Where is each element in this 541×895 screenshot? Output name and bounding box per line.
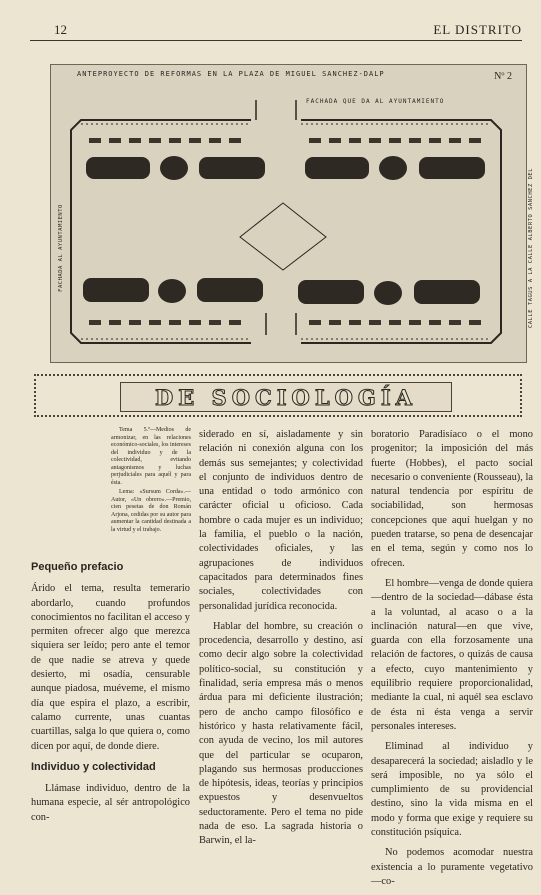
publication-name: EL DISTRITO <box>433 22 522 37</box>
motto-theme: Tema 5.º—Medios de armonizar, en las relaciones económico-sociales, los intereses del individuo y de la colectividad, evitando antagonismos y luchas perjudiciales para aquél y para ésta. <box>111 427 191 486</box>
plan-title: ANTEPROYECTO DE REFORMAS EN LA PLAZA DE MIGUEL SANCHEZ-DALP <box>77 70 385 78</box>
paragraph: siderado en sí, aisladamente y sin relación ni conexión alguna con los demás sus semejantes; y colectividad el conjunto de individuos dentro de una entidad o todo armónico con carácter oficial u oficioso. Cada hombre o cada mujer es un individuo; la familia, el pueblo o la nación, colectividades oficiales, y las agrupaciones de individuos capacitados para determinados fines sociales, colectividades con personalidad jurídica reconocida. <box>199 429 363 612</box>
section-title: DE SOCIOLOGÍA <box>155 385 417 410</box>
page-number: 12 <box>54 22 67 37</box>
heading-individuo: Individuo y colectividad <box>31 760 156 773</box>
plan-east-label: CALLE TAGUS A LA CALLE ALBERTO SANCHEZ DEL <box>528 167 535 329</box>
section-banner <box>34 374 522 417</box>
column-1 <box>31 560 190 831</box>
paragraph: Hablar del hombre, su creación o procedencia, desarrollo y destino, así como decir algo sobre la colectividad político-social, su constitución y finalidad, sería empresa más o menos árdua para mi deficiente ilustración; pero de ancho campo filosófico e histórico y hasta relativamente fácil, con ayuda de vecino, los mil autores que del particular se ocuparon, plagando sus hermosas producciones de hipótesis, ideas, teorías y principios expuestos y desenvueltos seductoramente. Pero el tema no pide nada de eso. La sagrada historia o Barwin, el la- <box>199 620 363 847</box>
paragraph: Eliminad al individuo y desaparecerá la sociedad; aisladlo y le será imposible, no ya sólo el cumplimiento de su providencial destino, sino la vida misma en el modo y forma que exige y requiere su constitución psíquica. <box>371 741 533 839</box>
plan-number: Nº 2 <box>494 71 512 82</box>
paragraph: El hombre—venga de donde quiera—dentro de la sociedad—dábase ésta a la voluntad, al acaso o a la inclinación natural—en que vive, guarda con ella forzosamente una relación de factores, o quizás de causa a efecto, cuyo mantenimiento y equilibrio requiere proporcionalidad, mediante la cual, ni aquél sea esclavo de ésta ni ésta venga a servir personales intereses. <box>371 577 533 732</box>
paragraph: No podemos acomodar nuestra existencia a lo puramente vegetativo—co- <box>371 847 533 887</box>
heading-prefacio: Pequeño prefacio <box>31 561 124 573</box>
plan-north-label: FACHADA QUE DA AL AYUNTAMIENTO <box>306 98 445 105</box>
paragraph: boratorio Paradisíaco o el mono progenitor; la imposición del más fuerte (Hobbes), el pacto social necesario o conveniente (Rousseau), la natural tendencia por espíritu de sociabilidad, son hermosas concepciones que aquí huelgan y no pueden tratarse, so pena de desencajar en el tema, según y como nos lo ofrecen. <box>371 429 533 569</box>
column-2 <box>199 428 363 855</box>
paragraph: Árido el tema, resulta temerario abordarlo, cuando profundos conocimientos no facilitan el acceso y permiten ofrecer algo que merezca siquiera ser leído; pero ante el temor de que nadie se atreva y quede desierto, mi osadía, censurable aunque piadosa, muéveme, el mismo día que espira el plazo, a escribir, calamo currente, unas cuantas cuartillas, salga lo que quiera o, como dicen por aquí, de donde diere. <box>31 583 190 752</box>
motto-prize: Lema: «Sursum Corda».—Autor, «Un obrero».—Premio, cien pesetas de don Román Arjona, cedidas por su autor para aumentar la cantidad destinada a la virtud y el trabajo. <box>111 489 191 533</box>
column-3 <box>371 428 533 895</box>
paragraph: Llámase individuo, dentro de la humana especie, al sér antropológico con- <box>31 783 190 823</box>
page-header <box>30 22 522 41</box>
plaza-plan-drawing <box>51 65 526 362</box>
banner-title-box <box>120 382 452 412</box>
plaza-plan-illustration <box>50 64 535 363</box>
contest-motto <box>111 427 191 536</box>
plan-west-label: FACHADA AL AYUNTAMIENTO <box>57 204 64 292</box>
